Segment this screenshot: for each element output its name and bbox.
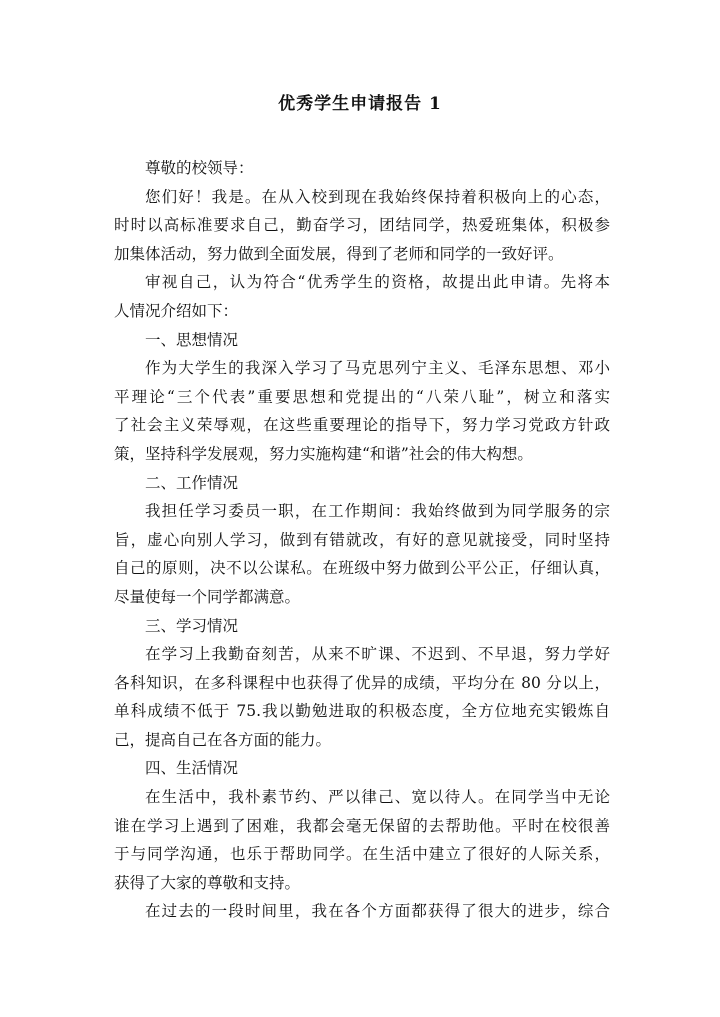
text-line: 我担任学习委员一职，在工作期间：我始终做到为同学服务的宗: [145, 502, 610, 521]
text-line: 旨，虚心向别人学习，做到有错就改，有好的意见就接受，同时坚持: [114, 530, 610, 549]
document-title: 优秀学生申请报告 1: [278, 94, 442, 114]
text-line: 谁在学习上遇到了困难，我都会毫无保留的去帮助他。平时在校很善: [114, 816, 610, 835]
text-line: 您们好！我是。在从入校到现在我始终保持着积极向上的心态，: [145, 187, 610, 206]
text-line: 自己的原则，决不以公谋私。在班级中努力做到公平公正，仔细认真，: [114, 559, 610, 578]
text-line: 在过去的一段时间里，我在各个方面都获得了很大的进步，综合: [145, 902, 610, 921]
text-line: 了社会主义荣辱观，在这些重要理论的指导下，努力学习党政方针政: [114, 416, 610, 435]
text-line: 一、思想情况: [145, 330, 239, 349]
text-line: 获得了大家的尊敬和支持。: [114, 873, 301, 892]
document-body: [114, 154, 610, 926]
text-line: 四、生活情况: [145, 759, 239, 778]
text-line: 于与同学沟通，也乐于帮助同学。在生活中建立了很好的人际关系，: [114, 845, 610, 864]
text-line: 各科知识，在多科课程中也获得了优异的成绩，平均分在 80 分以上，: [114, 673, 610, 692]
text-line: 时时以高标准要求自己，勤奋学习，团结同学，热爱班集体，积极参: [114, 216, 610, 235]
text-line: 人情况介绍如下：: [114, 301, 239, 320]
text-line: 单科成绩不低于 75.我以勤勉进取的积极态度，全方位地充实锻炼自: [114, 702, 610, 721]
text-line: 二、工作情况: [145, 473, 239, 492]
text-line: 在生活中，我朴素节约、严以律己、宽以待人。在同学当中无论: [145, 788, 610, 807]
text-line: 平理论“三个代表”重要思想和党提出的“八荣八耻”，树立和落实: [114, 387, 610, 406]
text-line: 加集体活动，努力做到全面发展，得到了老师和同学的一致好评。: [114, 244, 564, 263]
text-line: 尊敬的校领导：: [145, 159, 254, 177]
text-line: 尽量使每一个同学都满意。: [114, 587, 301, 606]
text-line: 己，提高自己在各方面的能力。: [114, 730, 332, 749]
text-line: 策，坚持科学发展观，努力实施构建“和谐”社会的伟大构想。: [114, 444, 533, 463]
text-line: 审视自己，认为符合“优秀学生的资格，故提出此申请。先将本: [145, 273, 610, 292]
text-line: 三、学习情况: [145, 616, 239, 635]
text-line: 作为大学生的我深入学习了马克思列宁主义、毛泽东思想、邓小: [145, 359, 610, 378]
text-line: 在学习上我勤奋刻苦，从来不旷课、不迟到、不早退，努力学好: [145, 645, 610, 664]
